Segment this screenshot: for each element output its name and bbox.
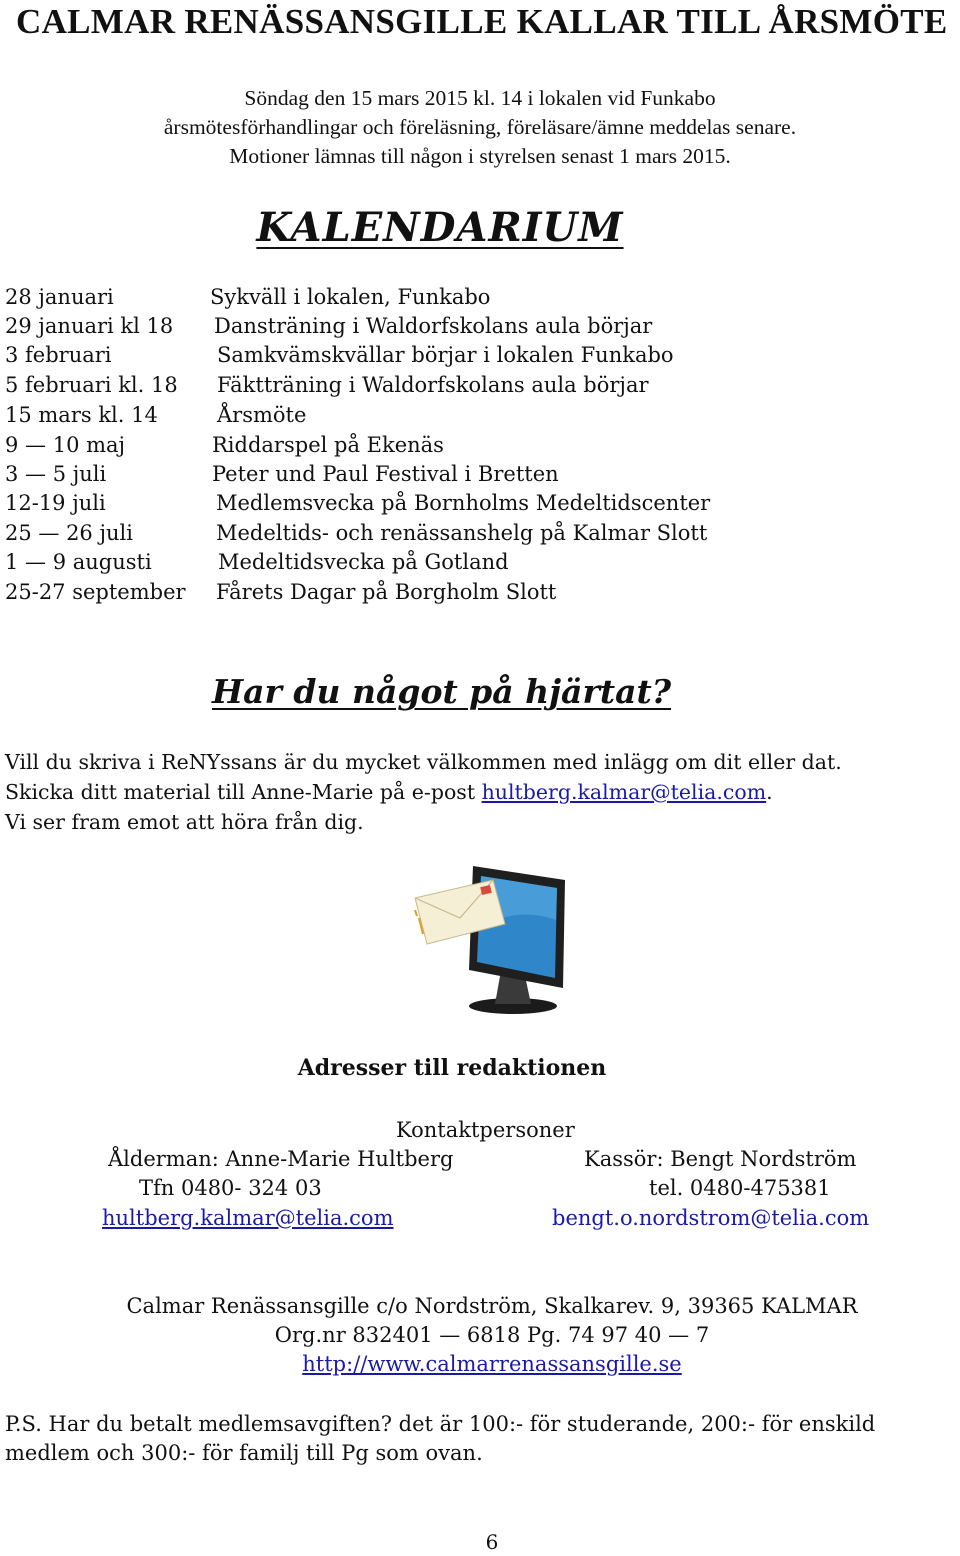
- intro-line-1: Söndag den 15 mars 2015 kl. 14 i lokalen vid Funkabo: [244, 86, 716, 110]
- calendar-date: 25 — 26 juli: [5, 521, 133, 545]
- kassor-phone: tel. 0480-475381: [649, 1176, 831, 1200]
- kalendarium-heading: KALENDARIUM: [256, 204, 624, 251]
- calendar-date: 9 — 10 maj: [5, 433, 126, 457]
- calendar-date: 25-27 september: [5, 580, 186, 604]
- calendar-event: Riddarspel på Ekenäs: [212, 433, 444, 457]
- alderman-phone: Tfn 0480- 324 03: [139, 1176, 322, 1200]
- kassor-name: Kassör: Bengt Nordström: [584, 1147, 857, 1171]
- calendar-event: Fäktträning i Waldorfskolans aula börjar: [217, 373, 649, 397]
- monitor-mail-icon: [405, 858, 570, 1018]
- heart-line-2: [5, 780, 773, 804]
- calendar-event: Medlemsvecka på Bornholms Medeltidscenter: [216, 491, 711, 515]
- calendar-date: 3 februari: [5, 343, 112, 367]
- addresses-heading: Adresser till redaktionen: [297, 1055, 607, 1081]
- email-link[interactable]: hultberg.kalmar@telia.com: [481, 780, 767, 804]
- org-numbers: Org.nr 832401 — 6818 Pg. 74 97 40 — 7: [274, 1323, 710, 1347]
- calendar-date: 5 februari kl. 18: [5, 373, 178, 397]
- calendar-date: 1 — 9 augusti: [5, 550, 152, 574]
- calendar-event: Sykväll i lokalen, Funkabo: [210, 285, 491, 309]
- calendar-event: Medeltidsvecka på Gotland: [218, 550, 509, 574]
- website-link[interactable]: http://www.calmarrenassansgille.se: [302, 1352, 682, 1376]
- calendar-date: 28 januari: [5, 285, 114, 309]
- contacts-subheading: Kontaktpersoner: [396, 1118, 575, 1142]
- calendar-event: Medeltids- och renässanshelg på Kalmar Slott: [216, 521, 708, 545]
- calendar-date: 29 januari kl 18: [5, 314, 174, 338]
- intro-line-3: Motioner lämnas till någon i styrelsen senast 1 mars 2015.: [229, 144, 731, 168]
- calendar-event: Dansträning i Waldorfskolans aula börjar: [214, 314, 653, 338]
- heart-line-2-suffix: .: [766, 780, 773, 804]
- calendar-date: 15 mars kl. 14: [5, 403, 158, 427]
- calendar-event: Årsmöte: [217, 403, 307, 427]
- ps-line-1: P.S. Har du betalt medlemsavgiften? det är 100:- för studerande, 200:- för enskild: [5, 1412, 876, 1436]
- calendar-event: Fårets Dagar på Borgholm Slott: [216, 580, 557, 604]
- heart-line-3: Vi ser fram emot att höra från dig.: [5, 810, 364, 834]
- ps-line-2: medlem och 300:- för familj till Pg som ovan.: [5, 1441, 483, 1465]
- website-link-row: [0, 1352, 960, 1376]
- heart-line-2-text: Skicka ditt material till Anne-Marie på e-post: [5, 780, 482, 804]
- intro-line-2: årsmötesförhandlingar och föreläsning, föreläsare/ämne meddelas senare.: [163, 115, 797, 139]
- page-number: 6: [485, 1530, 499, 1554]
- calendar-date: 3 — 5 juli: [5, 462, 107, 486]
- calendar-event: Samkvämskvällar börjar i lokalen Funkabo: [217, 343, 674, 367]
- alderman-email-link[interactable]: hultberg.kalmar@telia.com: [102, 1206, 394, 1230]
- calendar-date: 12-19 juli: [5, 491, 106, 515]
- org-address: Calmar Renässansgille c/o Nordström, Skalkarev. 9, 39365 KALMAR: [126, 1294, 858, 1318]
- page-title: CALMAR RENÄSSANSGILLE KALLAR TILL ÅRSMÖTE: [16, 2, 948, 41]
- calendar-event: Peter und Paul Festival i Bretten: [212, 462, 559, 486]
- alderman-name: Ålderman: Anne-Marie Hultberg: [108, 1147, 454, 1171]
- heart-heading: Har du något på hjärtat?: [212, 672, 672, 711]
- heart-line-1: Vill du skriva i ReNYssans är du mycket välkommen med inlägg om dit eller dat.: [5, 750, 842, 774]
- kassor-email[interactable]: bengt.o.nordstrom@telia.com: [552, 1206, 870, 1230]
